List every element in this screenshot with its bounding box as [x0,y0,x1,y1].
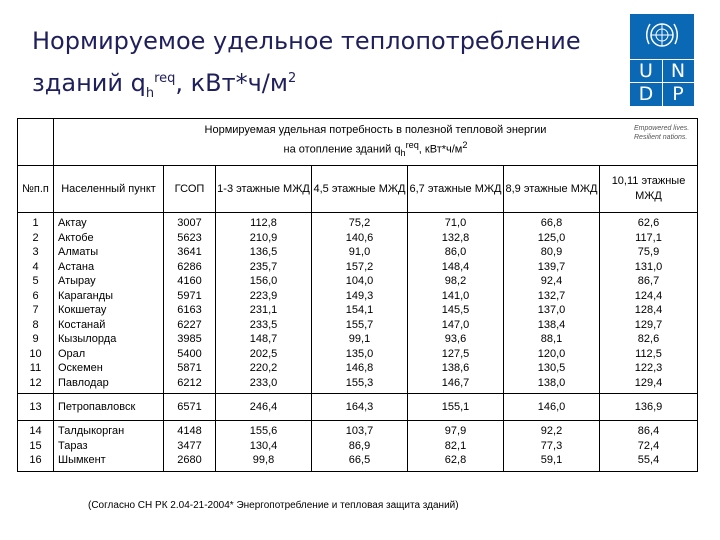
cell-gsop: 6227 [177,318,202,331]
cell-num: 6 [32,289,39,302]
cell-value: 66,8 [540,217,563,229]
cell-value: 156,0 [249,275,278,287]
cell-value: 117,1 [635,231,662,244]
group-header-exponent: 2 [462,140,468,151]
cell-gsop: 3007 [177,217,202,229]
undp-logo [630,14,694,106]
cell-city: Кокшетау [58,304,107,316]
title-exponent: 2 [287,71,297,86]
group-header-line-2-prefix: на отопление зданий q [283,143,401,156]
cell-value: 86,7 [637,275,660,287]
cell-value: 138,0 [537,376,566,389]
cell-value: 136,9 [600,394,698,421]
cell-city: Кызылорда [58,333,117,345]
gsop-column [164,213,216,394]
group-header-subscript: h [400,147,406,158]
table-row-petropavlovsk [18,394,698,421]
cell-value: 124,4 [634,289,663,302]
c5-column [600,213,698,394]
cell-value: 75,2 [348,217,371,229]
cell-value: 147,0 [441,318,470,331]
cell-value: 128,4 [634,304,663,316]
corner-cell [18,119,54,166]
cell-gsop: 3985 [177,333,202,345]
c2-column [312,421,408,472]
c2-column [312,213,408,394]
cell-value: 231,1 [249,304,278,316]
cell-value: 80,9 [540,246,563,258]
cell-value: 149,3 [345,289,374,302]
cell-num: 16 [29,454,42,466]
cell-value: 129,7 [634,318,663,331]
cell-gsop: 6212 [177,376,202,389]
title-line-2-suffix: , кВт*ч/м [175,69,288,97]
cell-city: Алматы [58,246,99,258]
cell-value: 71,0 [444,217,467,229]
cell-value: 103,7 [345,425,374,437]
cell-value: 136,5 [249,246,278,258]
c1-column [216,213,312,394]
cell-value: 210,9 [249,231,278,244]
cell-num: 4 [32,260,39,273]
cell-gsop: 5400 [177,347,202,360]
cell-value: 91,0 [348,246,371,258]
column-header-row [18,166,698,213]
cell-value: 112,5 [635,347,662,360]
col-header-8-9-floors: 8,9 этажные МЖД [504,166,600,213]
cell-value: 148,7 [249,333,278,345]
cell-value: 131,0 [634,260,663,273]
cell-value: 99,1 [348,333,371,345]
cell-value: 220,2 [249,362,278,374]
cell-num: 11 [29,362,42,374]
col-header-city: Населенный пункт [54,166,164,213]
cell-gsop: 3477 [177,439,202,452]
cell-value: 92,2 [540,425,563,437]
col-header-1-3-floors: 1-3 этажные МЖД [216,166,312,213]
cell-value: 141,0 [441,289,470,302]
footnote: (Согласно СН РК 2.04-21-2004* Энергопотребление и тепловая защита зданий) [88,500,459,511]
table-row-block-3 [18,421,698,472]
cell-gsop: 3641 [177,246,202,258]
cell-city: Орал [58,347,86,360]
cell-value: 246,4 [216,394,312,421]
title-line-1: Нормируемое удельное теплопотребление [32,27,581,55]
cell-value: 129,4 [634,376,663,389]
cell-value: 202,5 [249,347,278,360]
cell-gsop: 4148 [177,425,202,437]
cell-value: 62,6 [637,217,660,229]
city-column [54,421,164,472]
cell-city: Актобе [58,231,94,244]
col-header-6-7-floors: 6,7 этажные МЖД [408,166,504,213]
cell-value: 148,4 [441,260,470,273]
cell-city: Оскемен [58,362,103,374]
cell-value: 164,3 [312,394,408,421]
logo-letter-p: P [672,83,684,105]
cell-num: 10 [29,347,42,360]
slide-title [32,22,592,113]
cell-gsop: 6286 [177,260,202,273]
cell-value: 82,1 [444,439,467,452]
title-superscript: req [154,71,176,86]
col-header-num: №п.п [18,166,54,213]
cell-city: Актау [58,217,87,229]
cell-city: Талдыкорган [58,425,125,437]
cell-value: 97,9 [444,425,467,437]
cell-value: 62,8 [444,454,467,466]
cell-num: 5 [32,275,39,287]
c1-column [216,421,312,472]
cell-num: 15 [29,439,42,452]
cell-num: 7 [32,304,39,316]
cell-gsop: 2680 [177,454,202,466]
gsop-column [164,421,216,472]
c4-column [504,213,600,394]
group-header-line-2-suffix: , кВт*ч/м [418,143,463,156]
cell-city: Астана [58,260,95,273]
cell-value: 130,5 [537,362,566,374]
cell-gsop: 4160 [177,275,202,287]
c4-column [504,421,600,472]
cell-num: 14 [29,425,42,437]
cell-value: 223,9 [249,289,278,302]
cell-value: 139,7 [537,260,566,273]
title-line-2 [32,60,592,113]
cell-value: 155,7 [345,318,374,331]
cell-num: 8 [32,318,39,331]
group-header-line-1: Нормируемая удельная потребность в полезной тепловой энергии [204,124,547,137]
cell-city: Караганды [58,289,114,302]
logo-letter-d: D [638,83,654,105]
cell-value: 86,0 [444,246,467,258]
title-subscript: h [145,85,155,101]
cell-value: 59,1 [540,454,563,466]
cell-value: 93,6 [444,333,467,345]
cell-city: Павлодар [58,376,109,389]
cell-value: 127,5 [441,347,470,360]
cell-value: 233,5 [249,318,278,331]
cell-value: 120,0 [537,347,566,360]
col-header-10-11-floors: 10,11 этажные МЖД [600,166,698,213]
cell-value: 155,1 [408,394,504,421]
logo-tagline: Empowered lives. Resilient nations. [634,125,690,141]
cell-num: 1 [32,217,39,229]
cell-num: 9 [32,333,39,345]
cell-value: 104,0 [345,275,374,287]
cell-value: 135,0 [345,347,374,360]
cell-value: 88,1 [540,333,563,345]
cell-value: 145,5 [441,304,470,316]
c5-column [600,421,698,472]
cell-value: 235,7 [249,260,278,273]
cell-gsop: 5971 [177,289,202,302]
cell-city: Петропавловск [54,394,164,421]
c3-column [408,421,504,472]
col-header-gsop: ГСОП [164,166,216,213]
logo-letter-n: N [670,60,686,82]
cell-value: 155,3 [345,376,374,389]
cell-value: 146,8 [345,362,374,374]
cell-value: 98,2 [444,275,467,287]
cell-city: Тараз [58,439,88,452]
cell-city: Атырау [58,275,96,287]
cell-value: 86,4 [637,425,660,437]
cell-value: 137,0 [537,304,566,316]
cell-value: 55,4 [637,454,660,466]
cell-value: 75,9 [637,246,660,258]
cell-value: 66,5 [348,454,371,466]
cell-num: 2 [32,231,39,244]
cell-num: 3 [32,246,39,258]
cell-num: 12 [29,376,42,389]
num-column [18,213,54,394]
cell-gsop: 5623 [177,231,202,244]
cell-value: 132,7 [537,289,566,302]
city-column [54,213,164,394]
cell-value: 155,6 [249,425,278,437]
group-header-superscript: req [405,140,419,151]
num-column [18,421,54,472]
col-header-4-5-floors: 4,5 этажные МЖД [312,166,408,213]
cell-gsop: 5871 [177,362,202,374]
cell-value: 72,4 [637,439,660,452]
title-line-2-prefix: зданий q [32,69,146,97]
cell-value: 146,0 [504,394,600,421]
cell-value: 82,6 [637,333,660,345]
cell-value: 77,3 [540,439,563,452]
cell-value: 125,0 [537,231,566,244]
cell-value: 130,4 [249,439,278,452]
logo-letter-u: U [639,60,653,82]
cell-gsop: 6163 [177,304,202,316]
cell-value: 122,3 [634,362,663,374]
cell-value: 112,8 [250,217,277,229]
cell-value: 132,8 [441,231,470,244]
un-emblem-icon [630,14,694,58]
cell-value: 92,4 [540,275,563,287]
table-row-block-1 [18,213,698,394]
cell-value: 233,0 [249,376,278,389]
cell-city: Костанай [58,318,106,331]
cell-value: 138,6 [441,362,470,374]
cell-city: Шымкент [58,454,106,466]
heat-demand-table [17,118,698,472]
group-header [54,119,698,166]
c3-column [408,213,504,394]
group-header-line-2 [54,138,697,161]
cell-value: 86,9 [348,439,371,452]
cell-value: 99,8 [252,454,275,466]
cell-gsop: 6571 [164,394,216,421]
cell-value: 157,2 [345,260,374,273]
cell-value: 146,7 [441,376,470,389]
cell-value: 140,6 [345,231,374,244]
cell-num: 13 [18,394,54,421]
cell-value: 138,4 [537,318,566,331]
cell-value: 154,1 [345,304,374,316]
